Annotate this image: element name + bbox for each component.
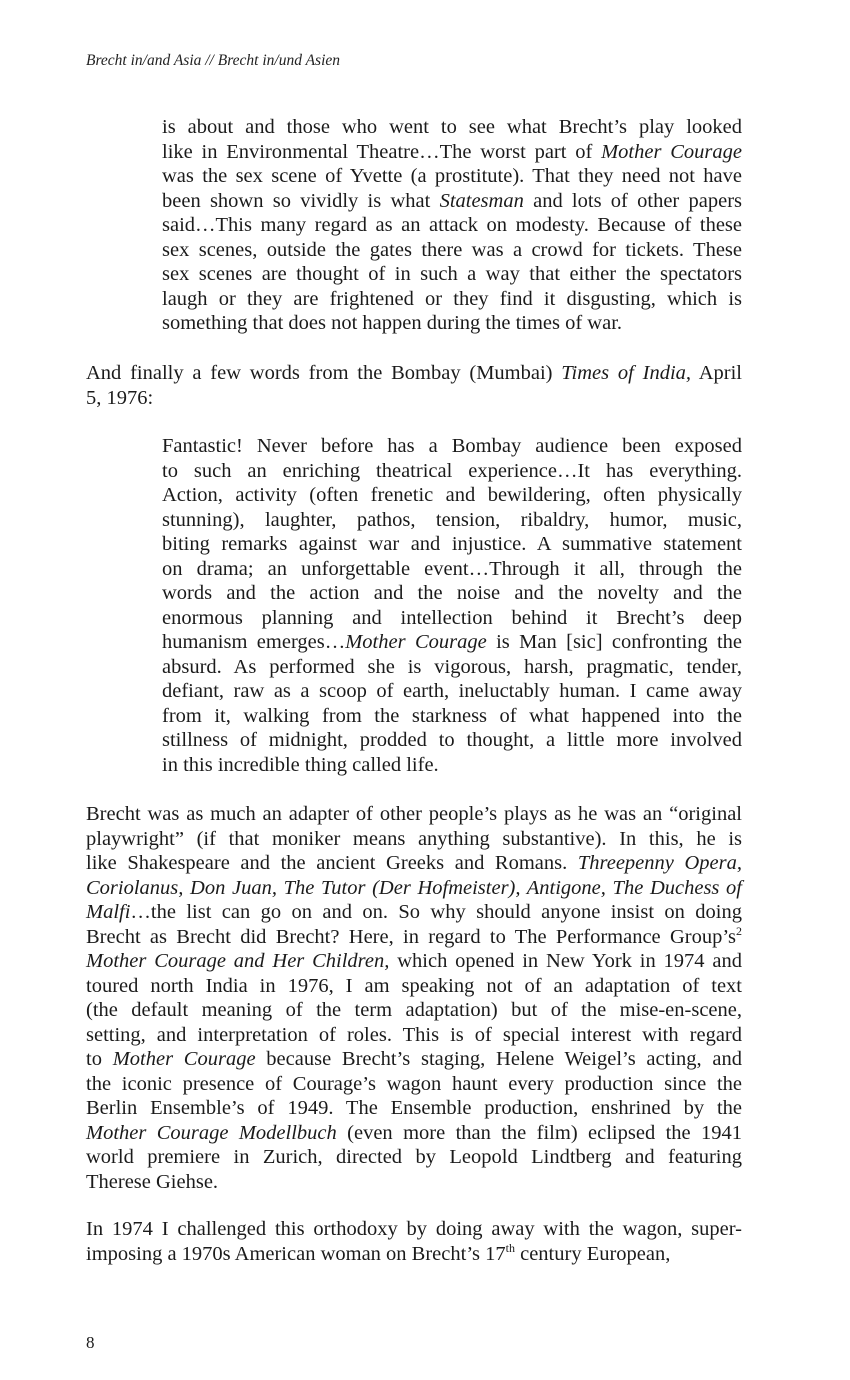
- text-run: 5, 1976:: [86, 386, 154, 409]
- text-line: [162, 728, 742, 753]
- text-line: [86, 361, 742, 386]
- text-line: [162, 287, 742, 312]
- text-run: sex scenes, outside the gates there was a crowd for tickets. These: [162, 238, 742, 261]
- italic-title: Mother Courage: [345, 631, 487, 653]
- text-run: is about and those who went to see what Brecht’s play looked: [162, 116, 742, 138]
- text-line: [86, 949, 742, 974]
- text-line: [86, 1023, 742, 1048]
- text-line: [86, 925, 742, 950]
- block-quote-times-of-india: [162, 434, 742, 777]
- italic-title: Mother Courage and Her Children,: [86, 950, 390, 972]
- text-run: And finally a few words from the Bombay (Mumbai): [86, 362, 562, 384]
- superscript: 2: [736, 923, 742, 938]
- italic-title: Threepenny Opera,: [577, 852, 742, 874]
- running-head: Brecht in/and Asia // Brecht in/und Asien: [86, 52, 341, 69]
- text-line: [86, 1145, 742, 1170]
- body-paragraph-orthodoxy: [86, 1217, 742, 1266]
- text-run: laugh or they are frightened or they find it disgusting, which is: [162, 287, 742, 310]
- text-run: absurd. As performed she is vigorous, harsh, pragmatic, tender,: [162, 655, 742, 678]
- italic-title: Coriolanus, Don Juan, The Tutor (Der Hofmeister), Antigone, The Duchess of: [86, 876, 742, 899]
- text-run: like Shakespeare and the ancient Greeks and Romans.: [86, 852, 578, 874]
- text-line: [162, 532, 742, 557]
- text-line: [86, 802, 742, 827]
- text-run: world premiere in Zurich, directed by Leopold Lindtberg and featuring: [86, 1146, 742, 1168]
- text-run: Berlin Ensemble’s of 1949. The Ensemble production, enshrined by the: [86, 1097, 742, 1119]
- text-run: (the default meaning of the term adaptation) but of the mise-en-scene,: [86, 999, 742, 1021]
- text-line: [162, 262, 742, 287]
- text-run: the iconic presence of Courage’s wagon haunt every production since the: [86, 1072, 742, 1095]
- text-line: [86, 386, 742, 411]
- text-line: [162, 606, 742, 631]
- body-paragraph-adaptation: [86, 802, 742, 1194]
- text-line: [86, 998, 742, 1023]
- text-line: [162, 238, 742, 263]
- block-quote-statesman: [162, 115, 742, 336]
- text-run: is Man [sic] confronting the: [486, 631, 742, 653]
- text-run: been shown so vividly is what: [162, 189, 440, 212]
- text-run: like in Environmental Theatre…The worst part of: [162, 140, 602, 163]
- text-line: [86, 876, 742, 901]
- text-run: Action, activity (often frenetic and bewildering, often physically: [162, 484, 742, 506]
- text-line: [86, 1242, 742, 1267]
- text-line: [162, 655, 742, 680]
- intro-paragraph: [86, 361, 742, 410]
- superscript: th: [505, 1240, 515, 1255]
- text-line: [162, 704, 742, 729]
- text-line: [86, 1170, 742, 1195]
- italic-title: Mother Courage: [112, 1048, 256, 1070]
- text-line: [86, 974, 742, 999]
- text-run: from it, walking from the starkness of what happened into the: [162, 704, 742, 727]
- page-number: 8: [86, 1333, 95, 1352]
- text-line: [162, 483, 742, 508]
- text-line: [162, 164, 742, 189]
- text-run: …the list can go on and on. So why should anyone insist on doing: [130, 901, 742, 923]
- text-run: to: [86, 1048, 113, 1070]
- text-run: stunning), laughter, pathos, tension, ribaldry, humor, music,: [162, 508, 742, 531]
- text-line: [162, 189, 742, 214]
- text-run: Fantastic! Never before has a Bombay audience been exposed: [162, 435, 742, 457]
- text-line: [162, 213, 742, 238]
- text-line: [162, 508, 742, 533]
- text-run: (even more than the film) eclipsed the 1941: [336, 1121, 743, 1144]
- text-run: in this incredible thing called life.: [162, 753, 439, 776]
- text-line: [86, 827, 742, 852]
- italic-title: Malfi: [86, 901, 131, 923]
- text-run: humanism emerges…: [162, 631, 346, 653]
- text-run: which opened in New York in 1974 and: [389, 950, 742, 972]
- text-line: [86, 900, 742, 925]
- text-line: [162, 311, 742, 336]
- text-run: defiant, raw as a scoop of earth, ineluctably human. I came away: [162, 680, 742, 702]
- text-run: because Brecht’s staging, Helene Weigel’s acting, and: [255, 1048, 742, 1070]
- text-run: playwright” (if that moniker means anything substantive). In this, he is: [86, 827, 742, 850]
- text-line: [86, 1217, 742, 1242]
- text-line: [86, 1096, 742, 1121]
- text-line: [162, 140, 742, 165]
- text-line: [162, 753, 742, 778]
- text-line: [162, 581, 742, 606]
- text-run: sex scenes are thought of in such a way that either the spectators: [162, 263, 742, 285]
- text-run: enormous planning and intellection behind it Brecht’s deep: [162, 606, 742, 629]
- text-run: something that does not happen during the times of war.: [162, 312, 623, 334]
- italic-title: Statesman: [439, 189, 524, 212]
- italic-title: Times of India,: [561, 362, 692, 384]
- text-line: [86, 1121, 742, 1146]
- italic-title: Mother Courage: [601, 140, 742, 163]
- text-line: [86, 1072, 742, 1097]
- text-run: April: [691, 362, 742, 384]
- text-run: imposing a 1970s American woman on Brecht’s 17: [86, 1242, 506, 1265]
- text-run: stillness of midnight, prodded to thought, a little more involved: [162, 729, 742, 751]
- text-run: words and the action and the noise and the novelty and the: [162, 582, 742, 604]
- text-line: [86, 851, 742, 876]
- text-run: toured north India in 1976, I am speaking not of an adaptation of text: [86, 974, 742, 997]
- text-line: [162, 459, 742, 484]
- text-run: said…This many regard as an attack on modesty. Because of these: [162, 214, 742, 236]
- text-run: Brecht was as much an adapter of other people’s plays as he was an “original: [86, 803, 742, 825]
- text-run: Therese Giehse.: [86, 1170, 219, 1193]
- text-line: [162, 557, 742, 582]
- text-line: [86, 1047, 742, 1072]
- text-line: [162, 115, 742, 140]
- text-run: century European,: [514, 1242, 671, 1265]
- italic-title: Mother Courage Modellbuch: [86, 1121, 337, 1144]
- text-line: [162, 630, 742, 655]
- text-run: setting, and interpretation of roles. This is of special interest with regard: [86, 1023, 742, 1046]
- text-run: Brecht as Brecht did Brecht? Here, in regard to The Performance Group’s: [86, 925, 736, 948]
- text-line: [162, 679, 742, 704]
- text-run: was the sex scene of Yvette (a prostitute). That they need not have: [162, 165, 742, 187]
- text-line: [162, 434, 742, 459]
- text-run: to such an enriching theatrical experience…It has everything.: [162, 459, 742, 482]
- text-run: In 1974 I challenged this orthodoxy by doing away with the wagon, super-: [86, 1218, 742, 1240]
- text-run: on drama; an unforgettable event…Through it all, through the: [162, 557, 742, 580]
- text-run: biting remarks against war and injustice. A summative statement: [162, 533, 742, 555]
- text-run: and lots of other papers: [523, 189, 742, 212]
